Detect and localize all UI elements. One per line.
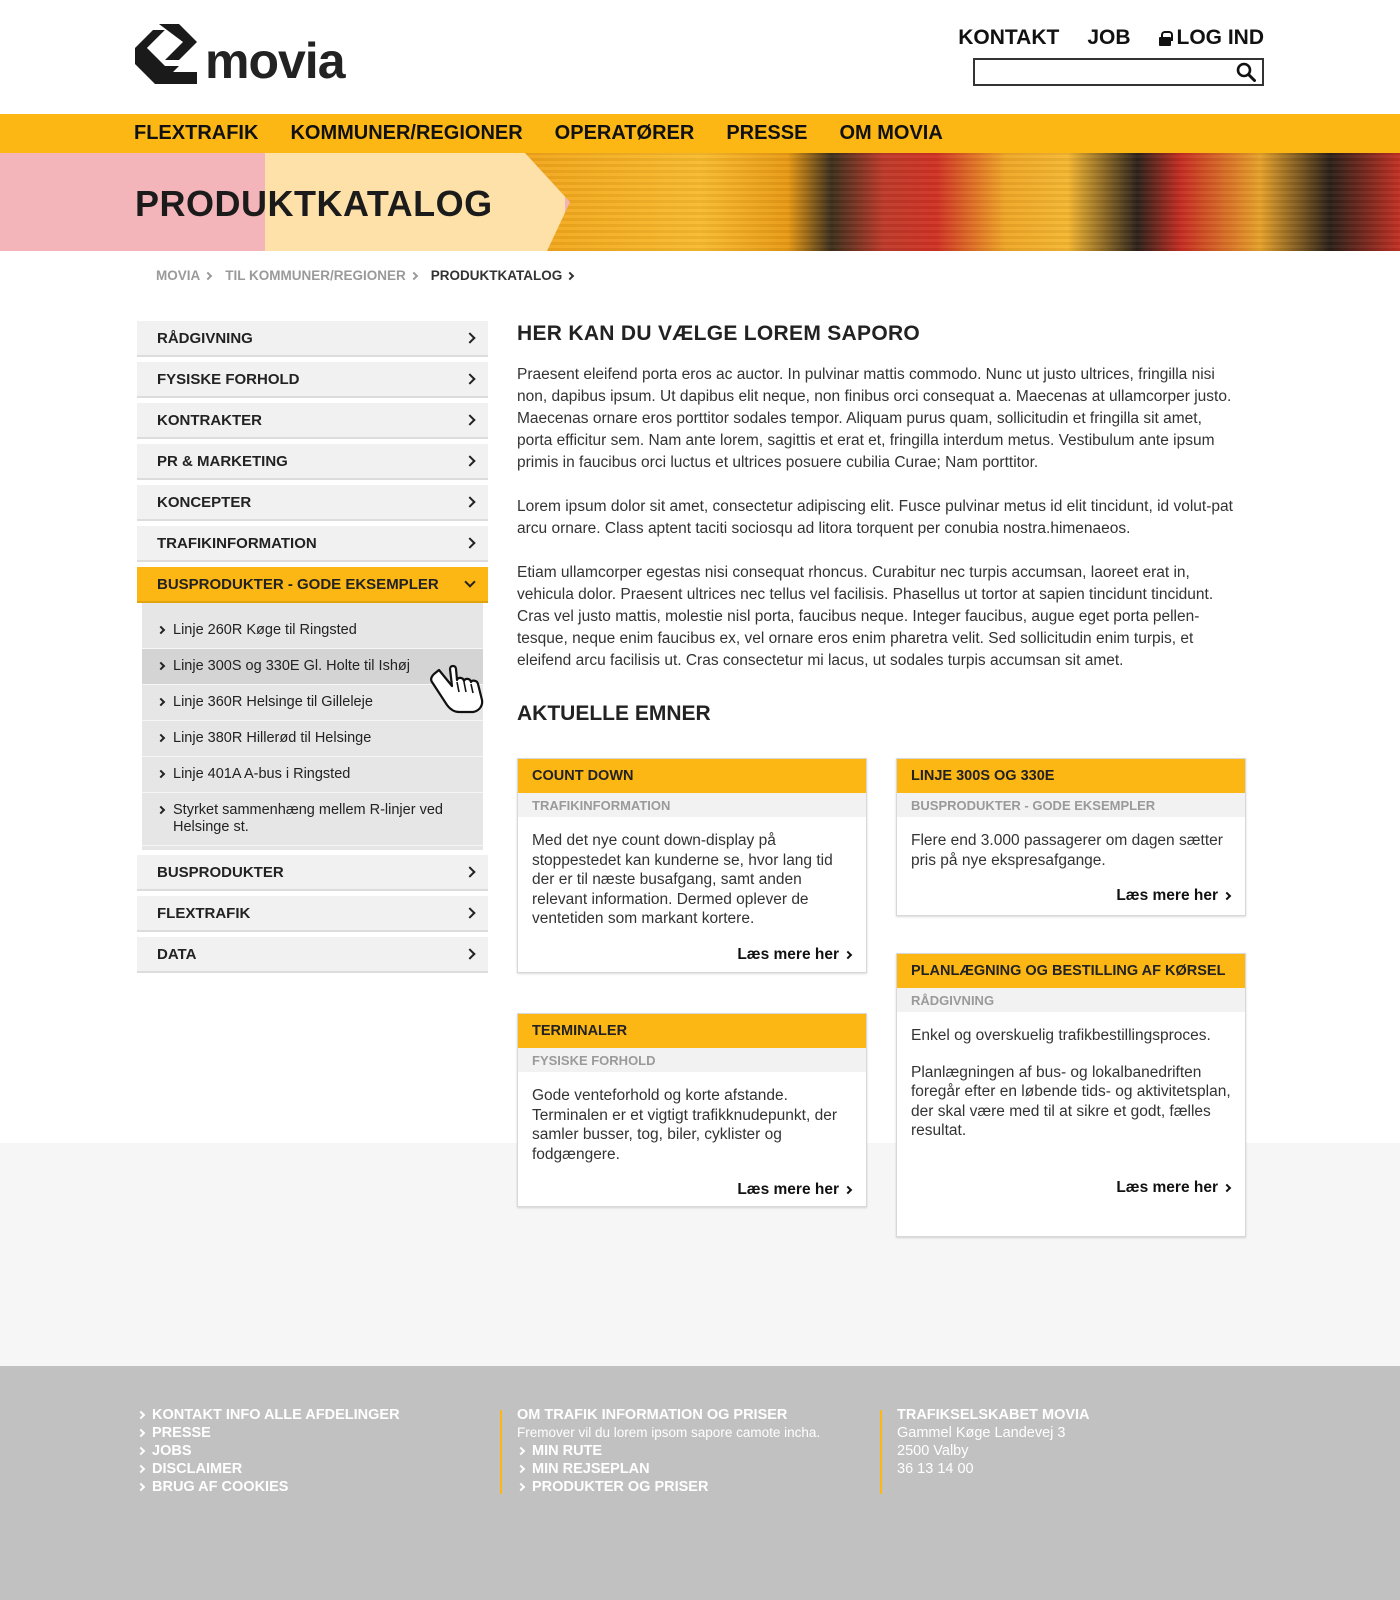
read-more-link[interactable]: Læs mere her xyxy=(897,1179,1245,1209)
chevron-right-icon xyxy=(157,770,165,778)
chevron-right-icon xyxy=(464,907,475,918)
card-title[interactable]: COUNT DOWN xyxy=(518,759,866,793)
hero-banner xyxy=(0,153,1400,251)
lock-icon xyxy=(1159,31,1171,45)
chevron-right-icon xyxy=(566,271,574,279)
footer-links xyxy=(137,1406,400,1496)
footer-link[interactable]: BRUG AF COOKIES xyxy=(137,1478,400,1496)
chevron-right-icon xyxy=(157,662,165,670)
read-more-link[interactable]: Læs mere her xyxy=(518,946,866,976)
nav-om-movia[interactable]: OM MOVIA xyxy=(839,122,943,144)
sidebar-nav xyxy=(137,321,488,978)
card-body: Enkel og overskuelig trafikbestillingsproces. Planlægningen af bus- og lokalbanedriften foregår efter en løbende tids- og aktivitetsplan, der skal være med til at sikre et godt, fælles resultat. xyxy=(911,1027,1231,1139)
chevron-right-icon xyxy=(844,950,852,958)
site-footer xyxy=(0,1366,1400,1600)
footer-link[interactable]: KONTAKT INFO ALLE AFDELINGER xyxy=(137,1406,400,1424)
sidebar-item-active[interactable]: BUSPRODUKTER - GODE EKSEMPLER xyxy=(137,567,488,603)
card-category: FYSISKE FORHOLD xyxy=(518,1048,866,1072)
sidebar-item[interactable]: KONTRAKTER xyxy=(137,403,488,439)
footer-link[interactable]: MIN REJSEPLAN xyxy=(517,1460,820,1478)
pointer-hand-cursor-icon xyxy=(430,660,490,716)
content-heading: HER KAN DU VÆLGE LOREM SAPORO xyxy=(517,322,921,345)
chevron-right-icon xyxy=(137,1411,145,1419)
chevron-right-icon xyxy=(844,1186,852,1194)
login-link[interactable] xyxy=(1159,26,1265,50)
chevron-right-icon xyxy=(464,537,475,548)
sidebar-item[interactable]: FYSISKE FORHOLD xyxy=(137,362,488,398)
topic-card xyxy=(517,1013,867,1207)
chevron-right-icon xyxy=(517,1465,525,1473)
card-title[interactable]: PLANLÆGNING OG BESTILLING AF KØRSEL xyxy=(897,954,1245,988)
topics-heading: AKTUELLE EMNER xyxy=(517,702,711,725)
chevron-right-icon xyxy=(157,734,165,742)
search-icon[interactable] xyxy=(1236,62,1256,82)
subnav-item[interactable]: Styrket sammenhæng mellem R-linjer ved Helsinge st. xyxy=(142,793,483,846)
footer-trafik-info xyxy=(517,1406,820,1496)
card-category: BUSPRODUKTER - GODE EKSEMPLER xyxy=(897,793,1245,817)
sidebar-item[interactable]: BUSPRODUKTER xyxy=(137,855,488,891)
main-content xyxy=(517,322,1239,726)
topic-card xyxy=(517,758,867,973)
chevron-right-icon xyxy=(464,866,475,877)
sidebar-item[interactable]: KONCEPTER xyxy=(137,485,488,521)
footer-link[interactable]: PRODUKTER OG PRISER xyxy=(517,1478,820,1496)
footer-heading: OM TRAFIK INFORMATION OG PRISER xyxy=(517,1407,788,1423)
main-nav xyxy=(0,114,1400,153)
chevron-right-icon xyxy=(204,271,212,279)
chevron-right-icon xyxy=(464,332,475,343)
footer-link[interactable]: JOBS xyxy=(137,1442,400,1460)
topic-card xyxy=(896,758,1246,916)
logo-wordmark: movia xyxy=(205,33,345,89)
footer-divider xyxy=(880,1410,882,1494)
chevron-right-icon xyxy=(157,626,165,634)
footer-link[interactable]: MIN RUTE xyxy=(517,1442,820,1460)
card-body: Gode venteforhold og korte afstande. Terminalen er et vigtigt trafikknudepunkt, der samler busser, tog, biler, cyklister og fodgængere. xyxy=(532,1087,837,1163)
subnav-item-hover[interactable]: Linje 300S og 330E Gl. Holte til Ishøj xyxy=(142,649,483,685)
chevron-right-icon xyxy=(464,948,475,959)
card-body: Flere end 3.000 passagerer om dagen sætter pris på nye ekspresafgange. xyxy=(911,832,1223,869)
movia-logo[interactable] xyxy=(135,24,345,89)
chevron-right-icon xyxy=(464,455,475,466)
footer-text: Fremover vil du lorem ipsom sapore camote incha. xyxy=(517,1425,821,1440)
subnav-item[interactable]: Linje 360R Helsinge til Gilleleje xyxy=(142,685,483,721)
footer-heading: TRAFIKSELSKABET MOVIA xyxy=(897,1407,1090,1423)
card-title[interactable]: LINJE 300S OG 330E xyxy=(897,759,1245,793)
chevron-down-icon xyxy=(464,576,475,587)
subnav-item[interactable]: Linje 260R Køge til Ringsted xyxy=(142,613,483,649)
chevron-right-icon xyxy=(464,373,475,384)
chevron-right-icon xyxy=(410,271,418,279)
breadcrumb xyxy=(156,268,587,283)
read-more-link[interactable]: Læs mere her xyxy=(518,1181,866,1211)
sidebar-item[interactable]: TRAFIKINFORMATION xyxy=(137,526,488,562)
footer-address-line: Gammel Køge Landevej 3 xyxy=(897,1425,1066,1441)
chevron-right-icon xyxy=(1223,892,1231,900)
page-title: PRODUKTKATALOG xyxy=(135,183,493,224)
chevron-right-icon xyxy=(464,414,475,425)
chevron-right-icon xyxy=(1223,1183,1231,1191)
breadcrumb-current[interactable]: PRODUKTKATALOG xyxy=(431,268,574,283)
utility-nav xyxy=(958,26,1264,50)
chevron-right-icon xyxy=(137,1429,145,1437)
sidebar-subnav xyxy=(142,603,483,850)
card-category: TRAFIKINFORMATION xyxy=(518,793,866,817)
chevron-right-icon xyxy=(517,1483,525,1491)
contact-link[interactable]: KONTAKT xyxy=(958,26,1060,49)
chevron-right-icon xyxy=(137,1483,145,1491)
subnav-item[interactable]: Linje 401A A-bus i Ringsted xyxy=(142,757,483,793)
footer-link[interactable]: DISCLAIMER xyxy=(137,1460,400,1478)
content-paragraph: Praesent eleifend porta eros ac auctor. In pulvinar mattis commodo. Nunc ut justo ultrices, fringilla nisi non, dapibus ipsum. Ut dapibus elit neque, non finibus orci consequat a. Maecenas at ullamcorper justo. Maecenas ornare eros porttitor sodales tempor. Aliquam purus quam, sollicitudin et fringilla sit amet, porta efficitur sem. Nam ante lorem, sagittis et erat et, fringilla interdum metus. Vestibulum ante ipsum primis in faucibus orci luctus et ultrices posuere cubilia Curae; Nam porttitor. xyxy=(517,366,1232,471)
sidebar-item[interactable]: FLEXTRAFIK xyxy=(137,896,488,932)
chevron-right-icon xyxy=(157,806,165,814)
chevron-right-icon xyxy=(137,1465,145,1473)
footer-address xyxy=(897,1406,1090,1478)
content-paragraph: Etiam ullamcorper egestas nisi consequat rhoncus. Curabitur nec turpis accumsan, laoreet erat in, vehicula dolor. Praesent ultrices nec tellus vel facilisis. Phasellus ut tortor at sapien tincidunt tincidunt. Cras vel justo mattis, molestie nisl porta, faucibus neque. Integer faucibus, augue eget porta pellen-tesque, neque enim faucibus ex, vel ornare eros enim pharetra velit. Sed sollicitudin enim turpis, et eleifend arcu facilisis ut. Cras consectetur mi lacus, ut sodales turpis accumsan sit amet. xyxy=(517,564,1214,669)
search-input[interactable] xyxy=(973,58,1264,86)
footer-phone: 36 13 14 00 xyxy=(897,1461,974,1477)
sidebar-item[interactable]: RÅDGIVNING xyxy=(137,321,488,357)
chevron-right-icon xyxy=(464,496,475,507)
chevron-right-icon xyxy=(157,698,165,706)
breadcrumb-item[interactable]: TIL KOMMUNER/REGIONER xyxy=(225,268,417,283)
subnav-item[interactable]: Linje 380R Hillerød til Helsinge xyxy=(142,721,483,757)
nav-flextrafik[interactable]: FLEXTRAFIK xyxy=(134,122,259,144)
sidebar-item[interactable]: PR & MARKETING xyxy=(137,444,488,480)
nav-presse[interactable]: PRESSE xyxy=(726,122,808,144)
chevron-right-icon xyxy=(137,1447,145,1455)
content-paragraph: Lorem ipsum dolor sit amet, consectetur adipiscing elit. Fusce pulvinar metus id elit tincidunt, id volut-pat arcu ornare. Class aptent taciti sociosqu ad litora torquent per conubia nostra.himenaeos. xyxy=(517,498,1233,537)
job-link[interactable]: JOB xyxy=(1087,26,1131,49)
card-body: Med det nye count down-display på stoppestedet kan kunderne se, hvor lang tid der er til næste busafgang, samt anden relevant information. Dermed oplever de ventetiden som markant kortere. xyxy=(532,832,833,927)
footer-address-line: 2500 Valby xyxy=(897,1443,969,1459)
footer-divider xyxy=(500,1410,502,1494)
movia-logo-mark xyxy=(135,24,197,84)
read-more-link[interactable]: Læs mere her xyxy=(897,887,1245,917)
card-category: RÅDGIVNING xyxy=(897,988,1245,1012)
nav-operatorer[interactable]: OPERATØRER xyxy=(554,122,695,144)
topic-card xyxy=(896,953,1246,1237)
login-label: LOG IND xyxy=(1176,26,1264,49)
site-header xyxy=(0,0,1400,114)
footer-link[interactable]: PRESSE xyxy=(137,1424,400,1442)
nav-kommuner-regioner[interactable]: KOMMUNER/REGIONER xyxy=(290,122,523,144)
breadcrumb-item[interactable]: MOVIA xyxy=(156,268,211,283)
card-title[interactable]: TERMINALER xyxy=(518,1014,866,1048)
sidebar-item[interactable]: DATA xyxy=(137,937,488,973)
chevron-right-icon xyxy=(517,1447,525,1455)
